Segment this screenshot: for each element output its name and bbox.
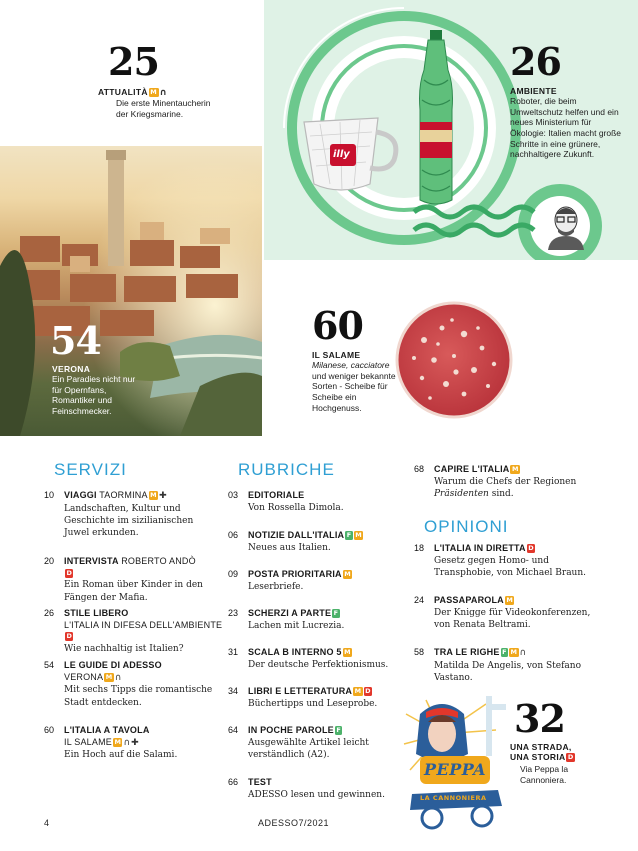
toc-title: LIBRI E LETTERATURA — [248, 686, 353, 696]
toc-description: Gesetz gegen Homo- und Transphobie, von Michael Braun. — [434, 555, 587, 578]
headphones-icon: ∩ — [159, 88, 168, 98]
toc-description: Wie nachhaltig ist Italien? — [64, 644, 184, 655]
level-d-badge: D — [365, 687, 371, 695]
toc-page-number: 06 — [228, 530, 239, 540]
author-portrait-sketch — [542, 200, 590, 250]
feature-text-54: Ein Paradies nicht nur für Opernfans, Romantiker und Feinschmecker. — [52, 374, 136, 416]
toc-entry-in-poche-parole[interactable] — [228, 725, 398, 761]
toc-description: Der deutsche Perfektionismus. — [248, 659, 389, 670]
level-m-badge: M — [344, 570, 351, 578]
feature-label-verona: VERONA — [52, 364, 91, 374]
toc-title: STILE LIBERO — [64, 608, 129, 618]
toc-entry-posta[interactable] — [228, 569, 398, 593]
level-d-badge: D — [567, 753, 574, 762]
opinioni-heading: OPINIONI — [424, 517, 509, 536]
toc-description: Neues aus Italien. — [248, 542, 331, 553]
toc-description: Ein Hoch auf die Salami. — [64, 750, 178, 761]
toc-description: Leserbriefe. — [248, 581, 304, 592]
page-number: 4 — [44, 818, 50, 828]
toc-page-number: 09 — [228, 569, 239, 579]
water-bottle-illustration — [414, 30, 458, 208]
toc-entry-notizie[interactable] — [228, 530, 398, 554]
toc-entry-libri[interactable] — [228, 686, 398, 710]
toc-title: SCALA B INTERNO 5 — [248, 647, 342, 657]
feature-label-salame: IL SALAME — [312, 350, 361, 360]
feature-number-25: 25 — [108, 39, 159, 84]
feature-text-32: Via Peppa la Cannoniera. — [520, 764, 569, 785]
toc-description — [434, 476, 614, 500]
feature-label-una-strada-text: UNA STRADA, UNA STORIA — [510, 742, 572, 763]
rubriche-heading: RUBRICHE — [238, 460, 335, 479]
toc-entry-a-tavola[interactable] — [44, 725, 214, 762]
level-d-badge: D — [66, 568, 72, 577]
feature-label-una-strada — [510, 742, 576, 762]
feature-number-60: 60 — [312, 303, 363, 348]
feature-text-25: Die erste Minentaucherin der Kriegsmarine. — [116, 98, 211, 119]
toc-page-number: 60 — [44, 725, 55, 735]
verona-photo — [0, 146, 262, 436]
salami-slice-illustration — [394, 300, 514, 420]
feature-number-32: 32 — [514, 696, 565, 741]
issue-label: ADESSO7/2021 — [258, 818, 330, 828]
toc-entry-intervista[interactable] — [44, 556, 204, 604]
plus-video-icon: ✚ — [159, 491, 167, 501]
toc-page-number: 58 — [414, 647, 425, 657]
toc-entry-viaggi[interactable] — [44, 490, 204, 539]
toc-title: LE GUIDE DI ADESSO — [64, 660, 162, 670]
toc-page-number: 03 — [228, 490, 239, 500]
feature-text-26: Roboter, die beim Umweltschutz helfen und ein neues Ministerium für Ökologie: Italien macht große Schritte in eine grünere, nachhaltigere Zukunft. — [510, 96, 622, 160]
level-m-badge: M — [105, 672, 113, 681]
toc-page-number: 54 — [44, 660, 55, 670]
headphones-icon: ∩ — [114, 672, 122, 683]
level-m-badge: M — [355, 531, 362, 539]
coffee-cup-illustration — [300, 110, 404, 196]
poster-name-text: PEPPA — [424, 760, 487, 779]
toc-page-number: 68 — [414, 464, 425, 474]
toc-description: Büchertipps und Leseprobe. — [248, 698, 378, 709]
level-f-badge: F — [346, 531, 352, 539]
toc-page-number: 26 — [44, 608, 55, 618]
toc-page-number: 20 — [44, 556, 55, 566]
toc-entry-tra-le-righe[interactable] — [414, 647, 604, 684]
toc-entry-italia-in-diretta[interactable] — [414, 543, 604, 579]
toc-page-number: 34 — [228, 686, 239, 696]
level-f-badge: F — [336, 726, 341, 734]
toc-entry-scala-b[interactable] — [228, 647, 398, 671]
headphones-icon: ∩ — [519, 648, 527, 658]
level-m-badge: M — [150, 88, 158, 96]
toc-title: IN POCHE PAROLE — [248, 725, 334, 735]
toc-entry-capire[interactable] — [414, 464, 614, 500]
toc-subtitle: TAORMINA — [99, 490, 148, 500]
toc-entry-le-guide[interactable] — [44, 660, 214, 709]
level-f-badge: F — [333, 609, 339, 617]
peppa-poster-illustration — [402, 694, 522, 830]
level-m-badge: M — [114, 737, 121, 746]
feature-label-attualita-text: ATTUALITÀ — [98, 87, 148, 97]
toc-page-number: 23 — [228, 608, 239, 618]
toc-page-number: 31 — [228, 647, 239, 657]
toc-page-number: 24 — [414, 595, 425, 605]
feature-text-60 — [312, 360, 396, 413]
toc-description: Matilda De Angelis, von Stefano Vastano. — [434, 660, 582, 683]
level-f-badge: F — [502, 648, 507, 656]
toc-title: PASSAPAROLA — [434, 595, 504, 605]
toc-entry-stile-libero[interactable] — [44, 608, 224, 655]
level-d-badge: D — [66, 632, 72, 641]
toc-description: Ausgewählte Artikel leicht verständlich (A2). — [248, 737, 369, 760]
toc-entry-passaparola[interactable] — [414, 595, 604, 631]
toc-description-italic: Präsidenten — [434, 488, 489, 499]
toc-title: EDITORIALE — [248, 490, 305, 500]
toc-entry-scherzi[interactable] — [228, 608, 398, 632]
poster-subtitle-text: LA CANNONIERA — [420, 794, 487, 802]
toc-title: CAPIRE L'ITALIA — [434, 464, 510, 474]
level-m-badge: M — [354, 687, 362, 695]
level-m-badge: M — [510, 648, 517, 656]
toc-title: POSTA PRIORITARIA — [248, 569, 342, 579]
toc-description: Von Rossella Dimola. — [248, 502, 344, 513]
feature-label-ambiente: AMBIENTE — [510, 86, 557, 96]
toc-description-end: sind. — [491, 488, 514, 499]
toc-page-number: 18 — [414, 543, 425, 553]
level-m-badge: M — [506, 596, 513, 604]
toc-title: TEST — [248, 777, 272, 787]
headphones-icon: ∩ — [123, 737, 131, 748]
feature-number-54: 54 — [50, 318, 101, 363]
toc-description: ADESSO lesen und gewinnen. — [248, 789, 385, 800]
toc-description: Lachen mit Lucrezia. — [248, 620, 345, 631]
toc-title: TRA LE RIGHE — [434, 647, 500, 657]
toc-page-number: 10 — [44, 490, 55, 500]
toc-page-number: 64 — [228, 725, 239, 735]
level-m-badge: M — [511, 465, 519, 473]
level-m-badge: M — [150, 491, 157, 499]
feature-text-60-rest: und weniger bekannte Sorten - Scheibe für Scheibe ein Hochgenuss. — [312, 370, 396, 413]
feature-text-60-italic: Milanese, cacciatore — [312, 360, 390, 370]
toc-description-text: Warum die Chefs der Regionen — [434, 476, 577, 487]
toc-title: L'ITALIA A TAVOLA — [64, 725, 150, 735]
toc-title: NOTIZIE DALL'ITALIA — [248, 530, 345, 540]
toc-page-number: 66 — [228, 777, 239, 787]
toc-description: Der Knigge für Videokonferenzen, von Renata Beltrami. — [434, 607, 591, 630]
toc-subtitle: ROBERTO ANDÒ — [121, 556, 196, 566]
toc-title: INTERVISTA — [64, 556, 119, 566]
servizi-heading: SERVIZI — [54, 460, 127, 479]
toc-subtitle: L'ITALIA IN DIFESA DELL'AMBIENTE — [64, 619, 223, 630]
feature-number-26: 26 — [510, 39, 561, 84]
toc-subtitle: VERONA — [64, 671, 104, 682]
toc-title: VIAGGI — [64, 490, 97, 500]
toc-subtitle: IL SALAME — [64, 736, 112, 747]
toc-description: Landschaften, Kultur und Geschichte im sizilianischen Juwel erkunden. — [64, 503, 194, 538]
level-d-badge: D — [528, 544, 534, 552]
toc-description: Mit sechs Tipps die romantische Stadt entdecken. — [64, 685, 213, 708]
plus-video-icon: ✚ — [131, 737, 139, 748]
toc-title: L'ITALIA IN DIRETTA — [434, 543, 526, 553]
toc-entry-test[interactable] — [228, 777, 398, 801]
illy-logo-text: illy — [333, 149, 350, 160]
toc-title: SCHERZI A PARTE — [248, 608, 332, 618]
level-m-badge: M — [344, 648, 351, 656]
toc-description: Ein Roman über Kinder in den Fängen der Mafia. — [64, 580, 203, 603]
toc-entry-editoriale[interactable] — [228, 490, 398, 514]
